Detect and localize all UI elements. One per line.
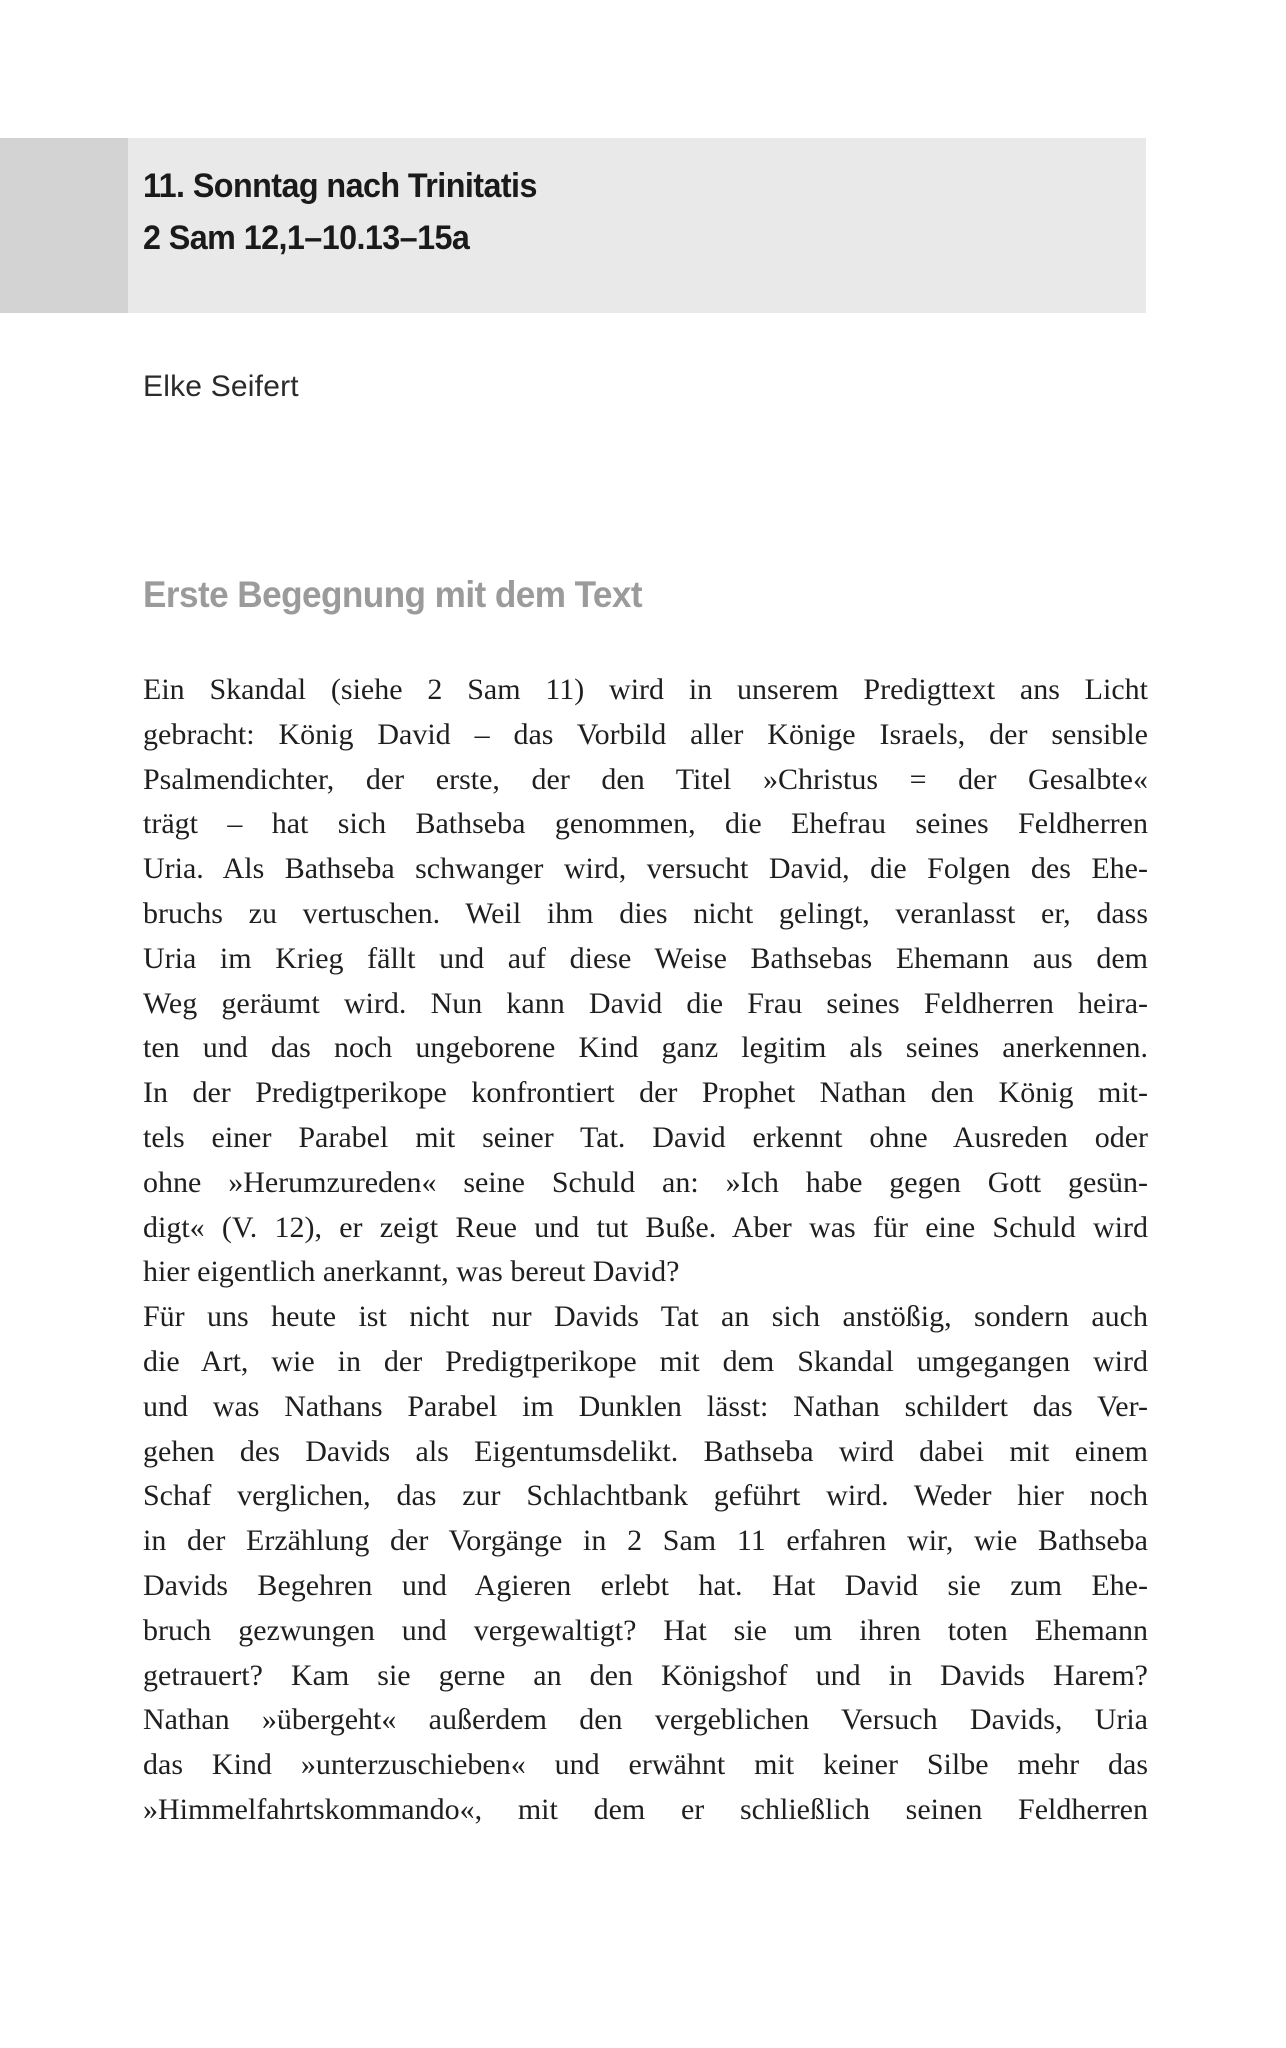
body-line: hier eigentlich anerkannt, was bereut David? (143, 1255, 680, 1289)
header-accent-block (0, 138, 128, 313)
body-line: Ein Skandal (siehe 2 Sam 11) wird in unserem Predigttext ans Licht (143, 673, 1148, 706)
body-line: in der Erzählung der Vorgänge in 2 Sam 11 erfahren wir, wie Bathseba (143, 1524, 1148, 1558)
section-heading: Erste Begegnung mit dem Text (143, 574, 643, 615)
body-line: Weg geräumt wird. Nun kann David die Frau seines Feldherren heira- (143, 986, 1148, 1020)
body-line: bruchs zu vertuschen. Weil ihm dies nicht gelingt, veranlasst er, dass (143, 896, 1148, 930)
body-line: getrauert? Kam sie gerne an den Königshof und in Davids Harem? (143, 1658, 1148, 1692)
body-line: trägt – hat sich Bathseba genommen, die Ehefrau seines Feldherren (143, 807, 1148, 841)
body-line: Psalmendichter, der erste, der den Titel »Christus = der Gesalbte« (143, 762, 1148, 796)
chapter-title: 11. Sonntag nach Trinitatis (143, 167, 537, 205)
body-line: Nathan »übergeht« außerdem den vergeblichen Versuch Davids, Uria (143, 1703, 1148, 1737)
body-line: und was Nathans Parabel im Dunklen lässt: Nathan schildert das Ver- (143, 1389, 1148, 1423)
body-line: Uria. Als Bathseba schwanger wird, versucht David, die Folgen des Ehe- (143, 852, 1148, 886)
body-line: In der Predigtperikope konfrontiert der Prophet Nathan den König mit- (143, 1076, 1148, 1110)
body-line: tels einer Parabel mit seiner Tat. David erkennt ohne Ausreden oder (143, 1120, 1148, 1154)
body-line: ohne »Herumzureden« seine Schuld an: »Ich habe gegen Gott gesün- (143, 1165, 1148, 1199)
body-line: »Himmelfahrtskommando«, mit dem er schließlich seinen Feldherren (143, 1792, 1148, 1826)
author-name: Elke Seifert (143, 370, 299, 403)
body-line: ten und das noch ungeborene Kind ganz legitim als seines anerkennen. (143, 1031, 1148, 1065)
body-line: Davids Begehren und Agieren erlebt hat. Hat David sie zum Ehe- (143, 1568, 1148, 1602)
body-text (143, 668, 1148, 1833)
chapter-scripture-reference: 2 Sam 12,1–10.13–15a (143, 219, 470, 257)
body-line: Schaf verglichen, das zur Schlachtbank geführt wird. Weder hier noch (143, 1479, 1148, 1513)
body-line: bruch gezwungen und vergewaltigt? Hat sie um ihren toten Ehemann (143, 1613, 1148, 1647)
chapter-header-band (0, 138, 1146, 313)
body-line: das Kind »unterzuschieben« und erwähnt mit keiner Silbe mehr das (143, 1748, 1148, 1782)
body-line: Uria im Krieg fällt und auf diese Weise Bathsebas Ehemann aus dem (143, 941, 1148, 975)
body-line: digt« (V. 12), er zeigt Reue und tut Buße. Aber was für eine Schuld wird (143, 1210, 1148, 1244)
body-line: die Art, wie in der Predigtperikope mit dem Skandal umgegangen wird (143, 1344, 1148, 1378)
body-line: gehen des Davids als Eigentumsdelikt. Bathseba wird dabei mit einem (143, 1434, 1148, 1468)
body-line: Für uns heute ist nicht nur Davids Tat an sich anstößig, sondern auch (143, 1300, 1148, 1334)
body-line: gebracht: König David – das Vorbild aller Könige Israels, der sensible (143, 717, 1148, 751)
chapter-header-text (143, 160, 558, 264)
